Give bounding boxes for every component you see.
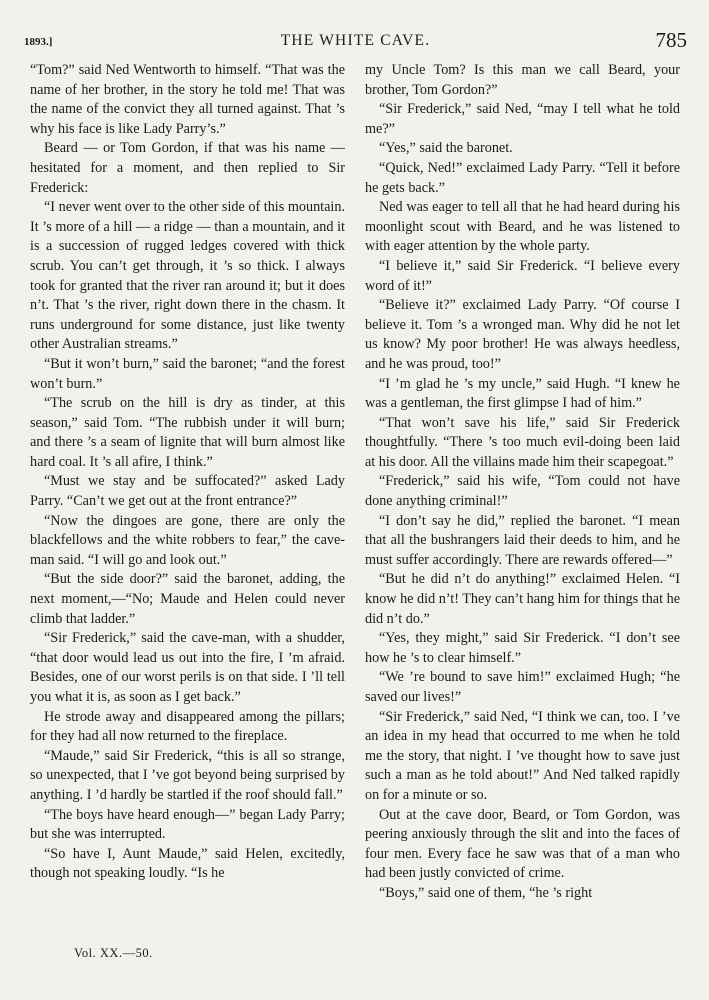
paragraph: “The scrub on the hill is dry as tinder, at this season,” said Tom. “The rubbish under it will burn; and there ’s a seam of lignite that will burn almost like hard coal. It ’s all afire, I think.” — [30, 395, 345, 470]
paragraph: Ned was eager to tell all that he had heard during his moonlight scout with Beard, and he was listened to with eager attention by the whole party. — [365, 199, 680, 255]
paragraph: “I never went over to the other side of this mountain. It ’s more of a hill — a ridge — than a mountain, and it is a succession of rugged ledges covered with thick scrub. You can’t get through, it ’s so thick. I always took for granted that the river ran around it; but it does n’t. That ’s the river, right down there in the chasm. It runs underground for some distance, just like twenty other Australian streams.” — [30, 199, 345, 353]
paragraph: “Frederick,” said his wife, “Tom could not have done anything criminal!” — [365, 473, 680, 510]
paragraph: “Believe it?” exclaimed Lady Parry. “Of course I believe it. Tom ’s a wronged man. Why did he not let us know? My poor brother! He was always heedless, and he was proud, too!” — [365, 297, 680, 372]
paragraph: “Sir Frederick,” said Ned, “may I tell what he told me?” — [365, 101, 680, 137]
paragraph: “Sir Frederick,” said the cave-man, with a shudder, “that door would lead us out into the fire, I ’m afraid. Besides, one of our worst perils is on that side. I ’ll tell you what it is, as soon as I get back.” — [30, 630, 345, 705]
paragraph: “But the side door?” said the baronet, adding, the next moment,—“No; Maude and Helen could never climb that ladder.” — [30, 571, 345, 627]
paragraph: “Maude,” said Sir Frederick, “this is all so strange, so unexpected, that I ’ve got beyond being surprised by anything. I ’d hardly be startled if the roof should fall.” — [30, 747, 345, 803]
paragraph: “But he did n’t do anything!” exclaimed Helen. “I know he did n’t! They can’t hang him for things that he did n’t do.” — [365, 571, 680, 627]
paragraph: “I ’m glad he ’s my uncle,” said Hugh. “I knew he was a gentleman, the first glimpse I had of him.” — [365, 375, 680, 412]
paragraph: “Quick, Ned!” exclaimed Lady Parry. “Tell it before he gets back.” — [365, 159, 680, 196]
paragraph: Beard — or Tom Gordon, if that was his name — hesitated for a moment, and then replied to Sir Frederick: — [30, 140, 345, 196]
paragraph: “We ’re bound to save him!” exclaimed Hugh; “he saved our lives!” — [365, 669, 680, 705]
paragraph: “Now the dingoes are gone, there are only the blackfellows and the white robbers to fear,” the cave-man said. “I will go and look out.” — [30, 512, 345, 568]
paragraph: “But it won’t burn,” said the baronet; “and the forest won’t burn.” — [30, 355, 345, 392]
paragraph: “Sir Frederick,” said Ned, “I think we can, too. I ’ve an idea in my head that occurred to me when he told me the story, that night. I ’ve thought how to save just such a man as he told about!” And Ned talked rapidly on for a minute or so. — [365, 708, 680, 803]
page-number: 785 — [655, 28, 687, 52]
paragraph: “So have I, Aunt Maude,” said Helen, excitedly, though not speaking loudly. “Is he — [30, 845, 345, 882]
signature-mark: Vol. XX.—50. — [74, 946, 153, 960]
paragraph: He strode away and disappeared among the pillars; for they had all now returned to the fireplace. — [30, 708, 345, 745]
paragraph-continued: my Uncle Tom? Is this man we call Beard, your brother, Tom Gordon?” — [365, 62, 680, 98]
paragraph: “Yes,” said the baronet. — [379, 140, 513, 157]
running-title: THE WHITE CAVE. — [280, 32, 431, 49]
paragraph: “I don’t say he did,” replied the baronet. “I mean that all the bushrangers laid their deeds to him, and he must suffer accordingly. There are rewards offered—” — [365, 512, 680, 568]
paragraph: “Tom?” said Ned Wentworth to himself. “That was the name of her brother, in the story he told me! That was the name of the convict they all turned against. That ’s why his face is like Lady Parry’s.” — [30, 62, 345, 137]
paragraph: “I believe it,” said Sir Frederick. “I believe every word of it!” — [365, 257, 680, 294]
header-date: 1893.] — [24, 36, 53, 48]
paragraph: Out at the cave door, Beard, or Tom Gordon, was peering anxiously through the slit and into the faces of four men. Every face he saw was that of a man who had been justly convicted of crime. — [365, 806, 680, 882]
left-column — [30, 61, 345, 884]
paragraph: “Yes, they might,” said Sir Frederick. “I don’t see how he ’s to clear himself.” — [365, 630, 680, 666]
right-column — [365, 61, 680, 904]
page-header — [24, 28, 687, 52]
paragraph: “That won’t save his life,” said Sir Frederick thoughtfully. “There ’s too much evil-doing been laid at his door. All the villains made him their scapegoat.” — [365, 414, 680, 470]
paragraph: “The boys have heard enough—” began Lady Parry; but she was interrupted. — [30, 806, 345, 843]
paragraph: “Boys,” said one of them, “he ’s right — [379, 884, 593, 901]
paragraph: “Must we stay and be suffocated?” asked Lady Parry. “Can’t we get out at the front entrance?” — [30, 473, 345, 510]
